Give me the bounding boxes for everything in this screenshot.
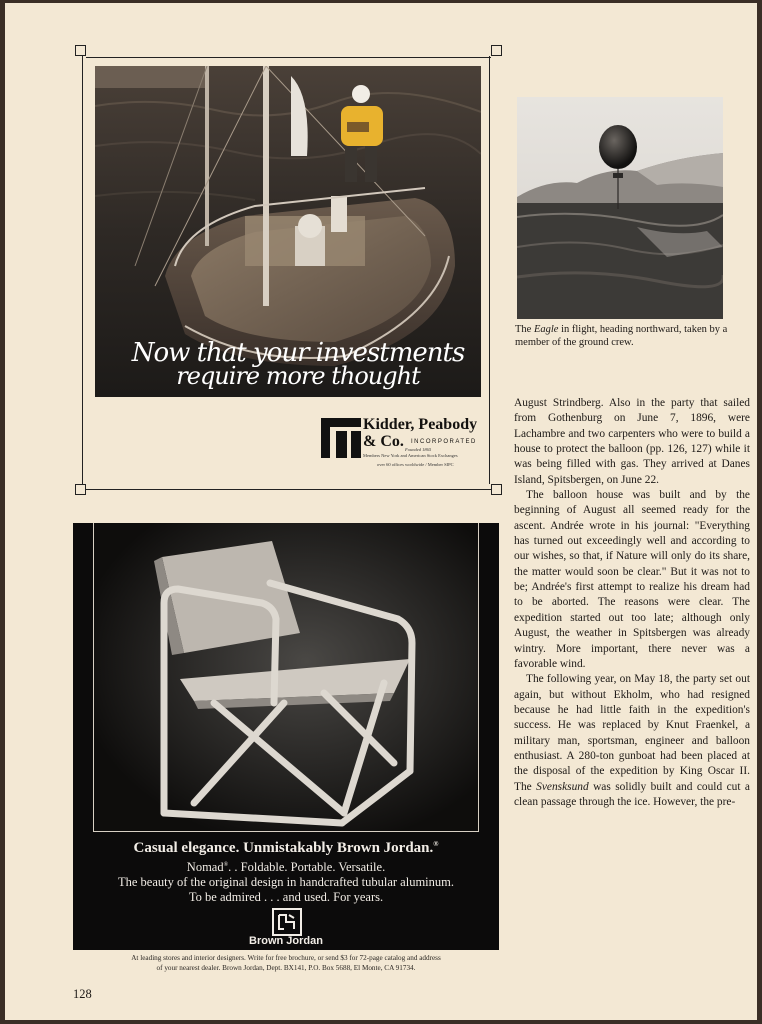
- article-ship-name: Svensksund: [536, 780, 589, 793]
- frame-corner-bottom-left: [75, 484, 86, 495]
- frame-corner-bottom-right: [491, 484, 502, 495]
- chair-illustration: [94, 523, 479, 832]
- article-paragraph-3: [514, 672, 750, 810]
- caption-ship-name: Eagle: [533, 324, 559, 335]
- article-body: [514, 396, 750, 810]
- balloon-illustration: [517, 97, 723, 319]
- brown-jordan-tagline: [73, 840, 499, 857]
- frame-line-bottom: [86, 489, 491, 490]
- brown-jordan-tagline-text: Casual elegance. Unmistakably Brown Jordan.: [133, 840, 434, 856]
- brown-jordan-footnote: [73, 954, 499, 973]
- frame-line-left: [82, 56, 83, 484]
- ad-headline-line-2: require more thought: [176, 362, 420, 390]
- frame-line-right: [489, 56, 490, 484]
- brown-jordan-logo-icon: [272, 908, 302, 936]
- caption-part-2: in flight, heading northward, taken by a member of the ground crew.: [515, 324, 728, 348]
- brown-jordan-description-2: To be admired . . . and used. For years.: [188, 890, 384, 904]
- article-paragraph-3-b: was solidly built and could cut a clean passage through the ice. However, the pre-: [514, 780, 750, 808]
- kidder-peabody-name-line-2: & Co.: [363, 433, 404, 450]
- frame-line-top: [86, 57, 491, 58]
- brown-jordan-product-line: [73, 860, 499, 875]
- kidder-peabody-name-line-1: Kidder, Peabody: [363, 416, 478, 433]
- incorporated-label: INCORPORATED: [411, 439, 477, 445]
- article-paragraph-1: August Strindberg. Also in the party that sailed from Gothenburg on June 7, 1896, were Lachambre and two carpenters who were to build a house to protect the balloon (pp. 126, 127) while it was being filled with gas. They arrived at Danes Island, Spitsbergen, on June 22.: [514, 397, 750, 486]
- article-paragraph-3-a: The following year, on May 18, the party set out again, but without Ekholm, who had resigned because he had little faith in the expedition's success. He was replaced by Knut Fraenkel, a military man, sportsman, engineer and balloon enthusiast. A 280-ton gunboat had been placed at the disposal of the expedition by King Oscar II. The: [514, 673, 750, 793]
- page-number: 128: [73, 987, 92, 1001]
- footnote-line-1: At leading stores and interior designers. Write for free brochure, or send $3 for 72-page catalog and address: [131, 954, 441, 962]
- registered-mark: ®: [433, 840, 439, 848]
- brown-jordan-brand-name: Brown Jordan: [249, 935, 323, 947]
- members-note: Members New York and American Stock Exchanges: [363, 453, 458, 458]
- sailboat-photo: [95, 66, 481, 397]
- brown-jordan-ad: [73, 523, 499, 950]
- footnote-line-2: of your nearest dealer. Brown Jordan, Dept. BX141, P.O. Box 5688, El Monte, CA 91734.: [156, 963, 416, 972]
- brown-jordan-description-1: The beauty of the original design in handcrafted tubular aluminum.: [117, 875, 454, 889]
- balloon-photo-caption: [515, 323, 730, 349]
- founded-note: Founded 1865: [405, 447, 432, 452]
- caption-part-1: The: [515, 324, 534, 335]
- article-paragraph-2: The balloon house was built and by the beginning of August all seemed ready for the ascent. Andrée wrote in his journal: "Everything has turned out exceedingly well and according to our wishes, so that, if Nature will only do its share, the matter would soon be clear." But it was not to be; Andrée's first attempt to realize his dream had to be aborted. The reasons were clear. The expedition started out too late; although only August, the weather in Spitsbergen was already wintry. More important, there never was a favorable wind.: [514, 489, 750, 670]
- product-registered-mark: ®: [223, 861, 229, 868]
- offices-note: over 60 offices worldwide / Member SIPC: [377, 462, 454, 467]
- product-features: . . Foldable. Portable. Versatile.: [228, 860, 386, 874]
- kidder-peabody-logo-icon: [321, 418, 361, 458]
- chair-photo: [93, 523, 479, 832]
- magazine-page: [5, 3, 757, 1020]
- eagle-balloon-photo: [517, 97, 723, 319]
- ad-headline-line-1: Now that your investments: [131, 338, 465, 368]
- frame-corner-top-left: [75, 45, 86, 56]
- frame-corner-top-right: [491, 45, 502, 56]
- product-name: Nomad: [186, 860, 224, 874]
